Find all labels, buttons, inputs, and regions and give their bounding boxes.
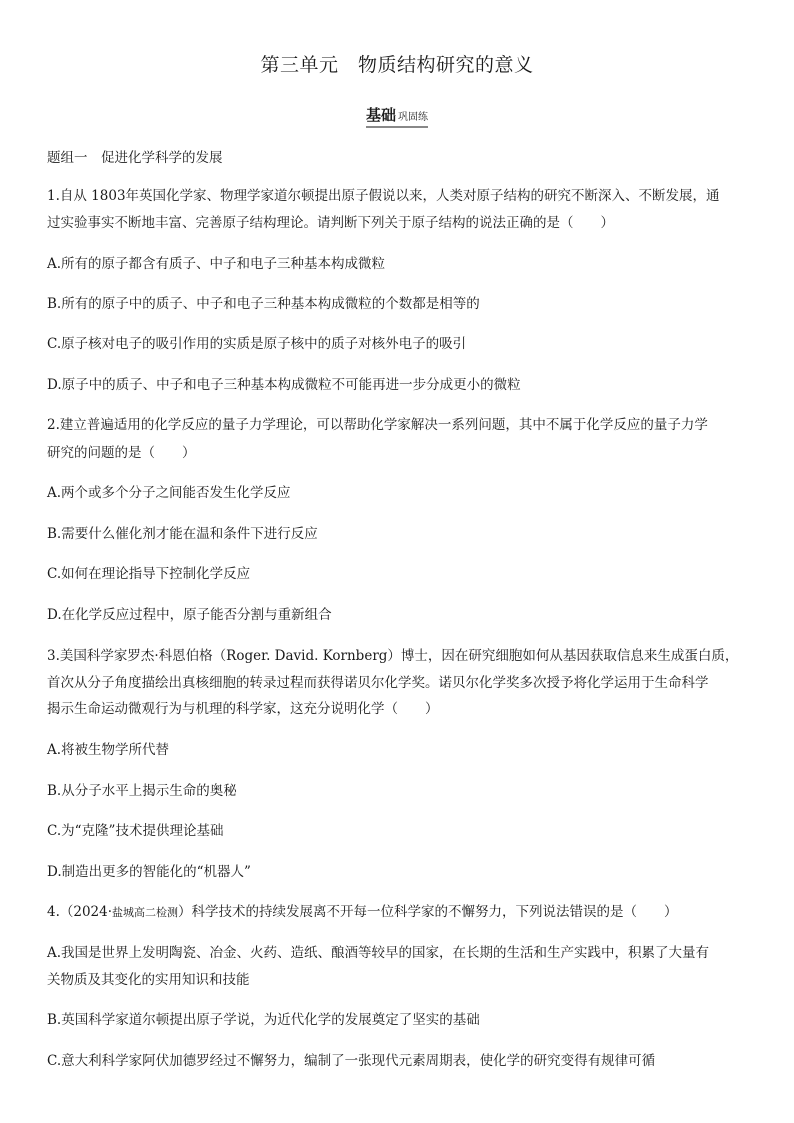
q2-option-d: D.在化学反应过程中，原子能否分割与重新组合 [47,607,332,623]
q2-option-a: A.两个或多个分子之间能否发生化学反应 [47,485,291,501]
q1-stem-line1: 1.自从 1803年英国化学家、物理学家道尔顿提出原子假说以来，人类对原子结构的研究不断深入、不断发展，通 [47,188,720,204]
q4-option-b: B.英国科学家道尔顿提出原子学说，为近代化学的发展奠定了坚实的基础 [47,1012,480,1028]
q1-option-d: D.原子中的质子、中子和电子三种基本构成微粒不可能再进一步分成更小的微粒 [47,377,521,393]
q4-option-a-line2: 关物质及其变化的实用知识和技能 [47,972,250,988]
section-badge [0,104,794,128]
page-title: 第三单元 物质结构研究的意义 [260,54,534,76]
q3-stem-line3: 揭示生命运动微观行为与机理的科学家，这充分说明化学（ ） [47,701,439,717]
q3-option-b: B.从分子水平上揭示生命的奥秘 [47,783,237,799]
q3-option-a: A.将被生物学所代替 [47,742,170,758]
q3-option-c: C.为“克隆”技术提供理论基础 [47,823,224,839]
q1-option-b: B.所有的原子中的质子、中子和电子三种基本构成微粒的个数都是相等的 [47,296,480,312]
q4-stem [47,901,747,924]
q4-option-c: C.意大利科学家阿伏加德罗经过不懈努力，编制了一张现代元素周期表，使化学的研究变得有规律可循 [47,1053,656,1069]
q4-prefix: 4.（2024· [47,904,113,920]
badge-label [366,104,428,128]
badge-sub-text: 巩固练 [398,112,428,123]
badge-main-text: 基础 [365,106,396,124]
q2-stem-line2: 研究的问题的是（ ） [47,445,196,461]
q3-stem-line2: 首次从分子角度描绘出真核细胞的转录过程而获得诺贝尔化学奖。诺贝尔化学奖多次授予将化学运用于生命科学 [47,675,709,691]
q2-option-b: B.需要什么催化剂才能在温和条件下进行反应 [47,526,318,542]
q2-option-c: C.如何在理论指导下控制化学反应 [47,566,251,582]
q4-option-a-line1: A.我国是世界上发明陶瓷、冶金、火药、造纸、酿酒等较早的国家，在长期的生活和生产实践中，积累了大量有 [47,945,710,961]
q4-suffix: ）科学技术的持续发展离不开每一位科学家的不懈努力，下列说法错误的是（ ） [178,904,678,920]
q1-option-c: C.原子核对电子的吸引作用的实质是原子核中的质子对核外电子的吸引 [47,336,467,352]
q1-stem-line2: 过实验事实不断地丰富、完善原子结构理论。请判断下列关于原子结构的说法正确的是（ ） [47,215,614,231]
q3-stem-line1: 3.美国科学家罗杰·科恩伯格（Roger. David. Kornberg）博士，因在研究细胞如何从基因获取信息来生成蛋白质， [47,648,739,664]
q2-stem-line1: 2.建立普遍适用的化学反应的量子力学理论，可以帮助化学家解决一系列问题，其中不属于化学反应的量子力学 [47,417,708,433]
q1-option-a: A.所有的原子都含有质子、中子和电子三种基本构成微粒 [47,256,386,272]
q3-option-d: D.制造出更多的智能化的“机器人” [47,864,251,880]
q4-source-tag: 盐城高二检测 [112,906,179,919]
group-heading: 题组一 促进化学科学的发展 [47,150,223,166]
badge-underline [366,126,428,128]
